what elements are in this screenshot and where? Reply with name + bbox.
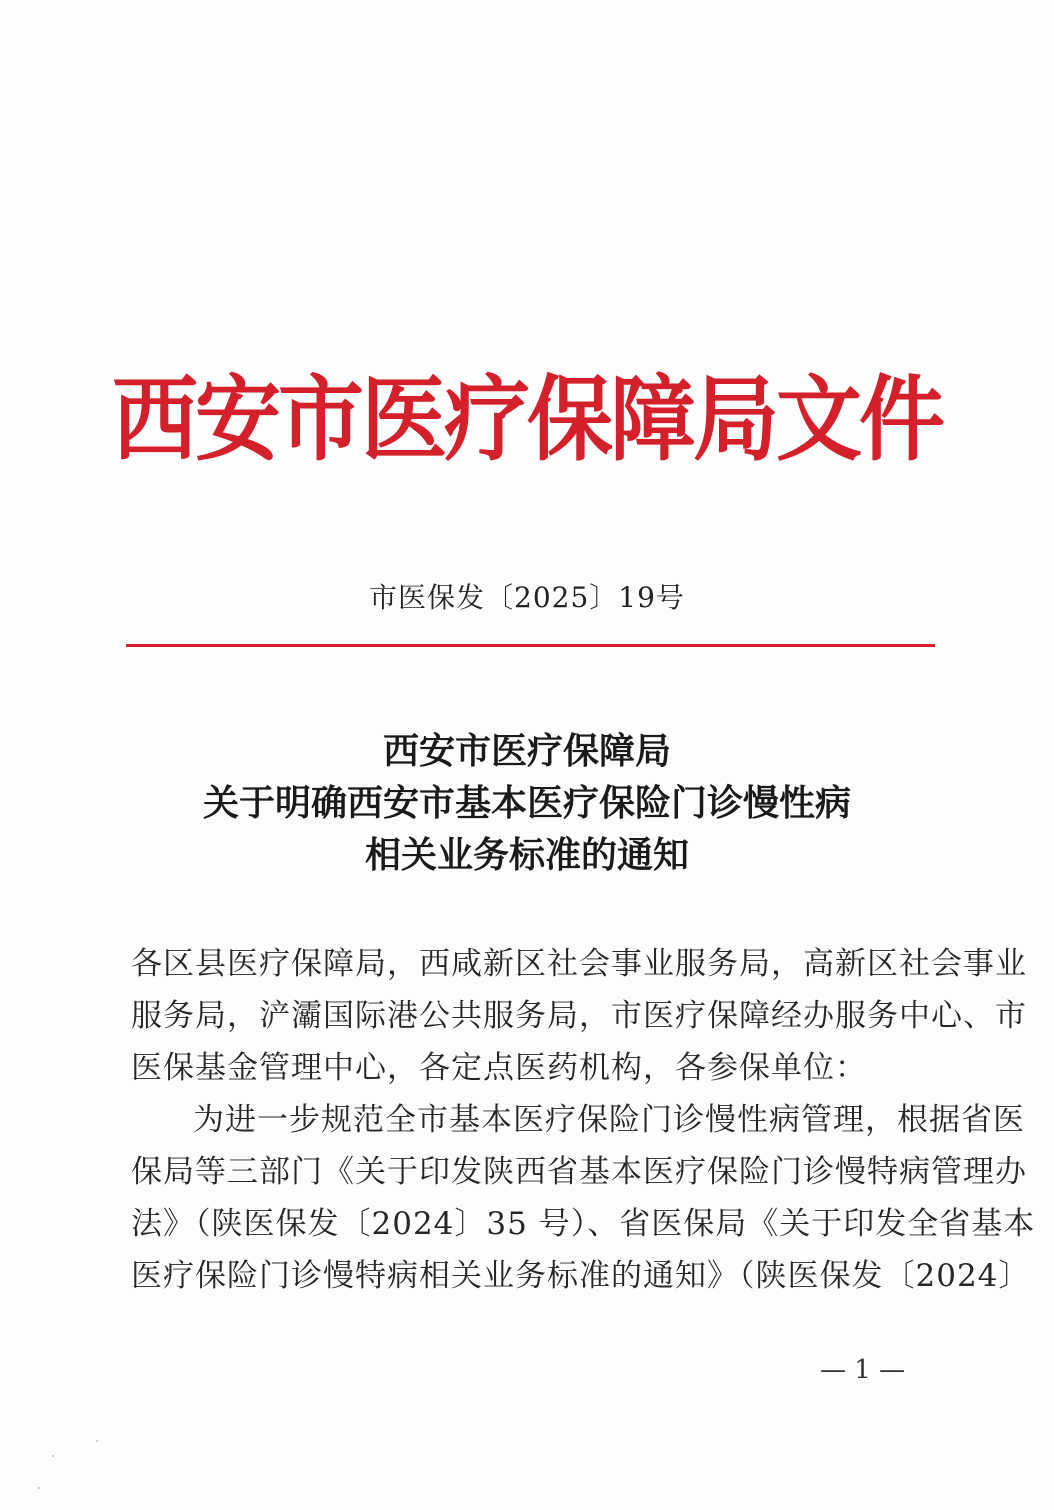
notice-title	[0, 725, 1054, 881]
scan-speck	[96, 1440, 98, 1442]
page-number: — 1 —	[820, 1355, 906, 1385]
body-line-6: 法》（陕医保发〔2024〕35 号）、省医保局《关于印发全省基本	[131, 1206, 1036, 1242]
body-line-5: 保局等三部门《关于印发陕西省基本医疗保险门诊慢特病管理办	[131, 1154, 1027, 1190]
document-masthead: 西安市医疗保障局文件	[112, 366, 942, 474]
body-line-2: 服务局，浐灞国际港公共服务局，市医疗保障经办服务中心、市	[131, 998, 1027, 1034]
body-line-7: 医疗保险门诊慢特病相关业务标准的通知》（陕医保发〔2024〕	[131, 1258, 1031, 1294]
document-number: 市医保发〔2025〕19号	[369, 581, 685, 614]
body-line-4: 为进一步规范全市基本医疗保险门诊慢性病管理，根据省医	[193, 1102, 1025, 1138]
scan-speck	[52, 1455, 54, 1457]
red-separator-rule	[126, 644, 935, 647]
body-line-1: 各区县医疗保障局，西咸新区社会事业服务局，高新区社会事业	[131, 946, 1027, 982]
title-line-2: 关于明确西安市基本医疗保险门诊慢性病	[202, 782, 851, 824]
scan-speck	[38, 1487, 40, 1489]
title-line-1: 西安市医疗保障局	[382, 730, 671, 772]
notice-body	[131, 938, 1036, 1302]
title-line-3: 相关业务标准的通知	[364, 834, 689, 876]
body-line-3: 医保基金管理中心，各定点医药机构，各参保单位：	[131, 1050, 867, 1086]
